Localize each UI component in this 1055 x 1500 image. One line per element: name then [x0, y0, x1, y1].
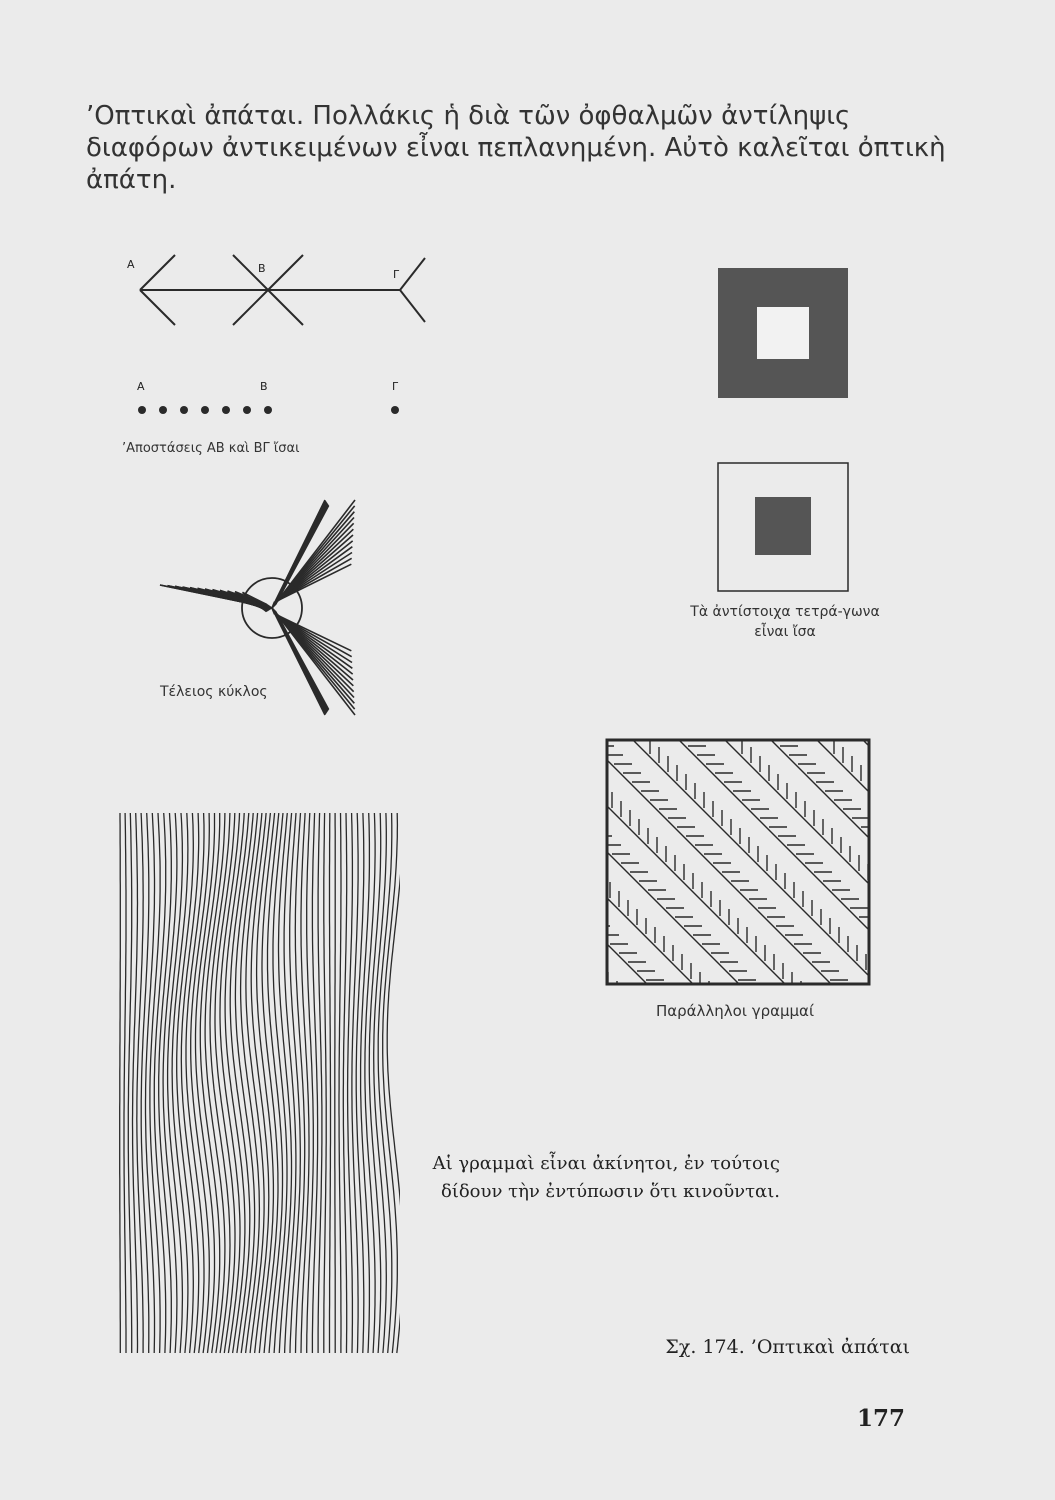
muller-lyer-figure — [120, 250, 440, 330]
circle-caption: Τέλειος κύκλος — [160, 684, 268, 700]
intro-text: Πολλάκις ἡ διὰ τῶν ὀφθαλμῶν ἀντίληψις διαφόρων ἀντικειμένων εἶναι πεπλανημένη. Αὐτὸ καλεῖται ὀπτικὴ ἀπάτη. — [86, 101, 946, 195]
muller-caption: ’Αποστάσεις ΑΒ καὶ ΒΓ ἴσαι — [122, 441, 300, 456]
muller-label-g: Γ — [393, 268, 400, 281]
dots-label-b: Β — [260, 380, 268, 393]
muller-label-a: Α — [127, 258, 135, 271]
waves-caption: Αἱ γραμμαὶ εἶναι ἀκίνητοι, ἐν τούτοις δίδουν τὴν ἐντύπωσιν ὅτι κινοῦνται. — [432, 1153, 780, 1202]
parallel-caption: Παράλληλοι γραμμαί — [655, 1002, 815, 1020]
dots-label-a: Α — [137, 380, 145, 393]
parallel-lines-illusion — [605, 738, 873, 988]
page-number: 177 — [856, 1405, 905, 1432]
muller-label-b: Β — [258, 262, 266, 275]
squares-caption: Τὰ ἀντίστοιχα τετρά-γωνα εἶναι ἴσα — [690, 604, 880, 640]
squares-illusion — [715, 265, 855, 595]
figure-caption: Σχ. 174. ’Οπτικαὶ ἀπάται — [665, 1336, 910, 1358]
intro-paragraph — [86, 100, 946, 196]
dots-label-g: Γ — [392, 380, 399, 393]
intro-lead: ’Οπτικαὶ ἀπάται. — [86, 101, 305, 131]
dots-row — [130, 400, 410, 420]
wavy-lines-illusion — [118, 813, 400, 1358]
